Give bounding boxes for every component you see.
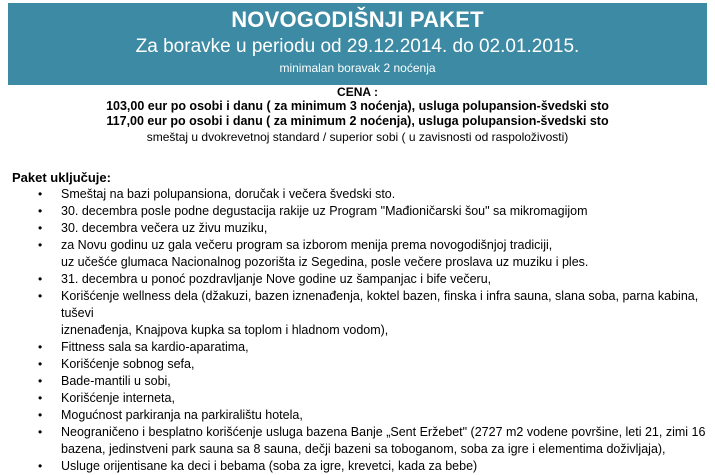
bullet-icon: • (38, 289, 43, 303)
bullet-icon: • (38, 221, 43, 235)
bullet-icon: • (38, 374, 43, 388)
bullet-icon: • (38, 340, 43, 354)
stay-period: Za boravke u periodu od 29.12.2014. do 02.01.2015. (135, 36, 580, 57)
includes-heading: Paket uključuje: (12, 170, 111, 185)
includes-list (12, 186, 707, 475)
bullet-icon: • (38, 408, 43, 422)
list-item: • Korišćenje sobnog sefa, (38, 357, 195, 371)
bullet-icon: • (38, 187, 43, 201)
bullet-icon: • (38, 357, 43, 371)
list-item: • Fittness sala sa kardio-aparatima, (38, 340, 249, 354)
package-banner (8, 3, 707, 85)
bullet-icon: • (38, 425, 43, 439)
bullet-icon: • (38, 238, 43, 252)
list-item: • Korišćenje wellness dela (džakuzi, bazen iznenađenja, koktel bazen, finska i infra sauna, slana soba, parna kabina, tuševi iznenađenja, Knajpova kupka sa toplom i hladnom vodom), (38, 289, 699, 337)
bullet-icon: • (38, 272, 43, 286)
list-item: • 31. decembra u ponoć pozdravljanje Nove godine uz šampanjac i bife večeru, (38, 272, 492, 286)
package-title: NOVOGODIŠNJI PAKET (231, 7, 484, 32)
bullet-icon: • (38, 459, 43, 473)
minimum-stay: minimalan boravak 2 noćenja (279, 61, 436, 75)
price-section (8, 86, 707, 145)
list-item: • za Novu godinu uz gala večeru program sa izborom menija prema novogodišnjoj tradiciji, uz učešće glumaca Nacionalnog pozorišta iz Segedina, posle večere proslava uz muziku i ples. (38, 238, 589, 269)
list-item: • Usluge orijentisane ka deci i bebama (soba za igre, krevetci, kada za bebe) (38, 459, 478, 473)
list-item: • 30. decembra posle podne degustacija rakije uz Program "Mađioničarski šou" sa mikromagijom (38, 204, 588, 218)
price-line-1: 103,00 eur po osobi i danu ( za minimum 3 noćenja), usluga polupansion-švedski sto (106, 99, 609, 113)
list-item: • Neograničeno i besplatno korišćenje usluga bazena Banje „Sent Eržebet" (2727 m2 vodene površine, leti 21, zimi 16 bazena, jedinstveni park sauna sa 8 sauna, dečji bazeni sa toboganom, soba za igre i elementima doživljaja), (38, 425, 706, 456)
bullet-icon: • (38, 391, 43, 405)
list-item: • Mogućnost parkiranja na parkiralištu hotela, (38, 408, 303, 422)
list-item: • 30. decembra večera uz živu muziku, (38, 221, 268, 235)
includes-section (12, 171, 707, 475)
price-label: CENA : (337, 85, 378, 99)
bullet-icon: • (38, 204, 43, 218)
list-item: • Bade-mantili u sobi, (38, 374, 171, 388)
list-item: • Smeštaj na bazi polupansiona, doručak i večera švedski sto. (38, 187, 396, 201)
price-line-2: 117,00 eur po osobi i danu ( za minimum 2 noćenja), usluga polupansion-švedski sto (106, 114, 609, 128)
list-item: • Korišćenje interneta, (38, 391, 175, 405)
room-type: smeštaj u dvokrevetnoj standard / superior sobi ( u zavisnosti od raspoloživosti) (146, 130, 569, 144)
